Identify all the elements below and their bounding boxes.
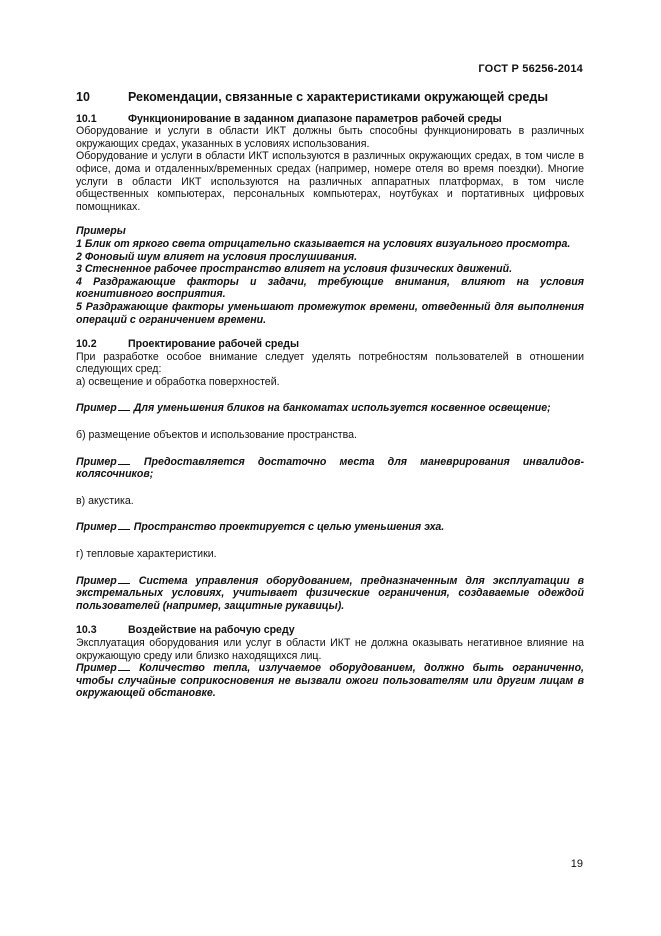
paragraph: Оборудование и услуги в области ИКТ используются в различных окружающих средах, в том числе в офисе, дома и отдаленных/временных средах (например, номере отеля во время поездки). Многие услуги в области ИКТ используются на различных аппаратных платформах, в том числе общественных компьютерах, персональных компьютерах, ноутбуках и портативных цифровых помощниках. (76, 150, 584, 213)
list-item: б) размещение объектов и использование пространства. (76, 429, 357, 442)
list-item: а) освещение и обработка поверхностей. (76, 375, 280, 388)
dash-icon (118, 521, 130, 530)
dash-icon (118, 662, 130, 671)
section-title: Рекомендации, связанные с характеристиками окружающей среды (128, 90, 548, 104)
section-number: 10 (76, 90, 90, 104)
subsection-heading-10-1 (76, 113, 584, 126)
subsection-number: 10.3 (76, 624, 97, 637)
example-note (76, 402, 584, 415)
example-text: Предоставляется достаточно места для маневрирования инвалидов-колясочников; (76, 455, 584, 481)
list-item: г) тепловые характеристики. (76, 548, 217, 561)
subsection-number: 10.1 (76, 112, 97, 125)
subsection-title: Воздействие на рабочую среду (128, 624, 295, 637)
subsection-number: 10.2 (76, 338, 97, 351)
example-note (76, 456, 584, 481)
example-label: Пример (76, 455, 117, 468)
dash-icon (118, 456, 130, 465)
subsection-heading-10-2 (76, 338, 584, 351)
list-item: в) акустика. (76, 494, 134, 507)
standard-number: ГОСТ Р 56256-2014 (478, 63, 583, 75)
examples-title: Примеры (76, 225, 126, 238)
example-label: Пример (76, 574, 117, 587)
paragraph-text: Оборудование и услуги в области ИКТ должны быть способны функционировать в различных окружающих средах, указанных в условиях использования. (76, 125, 584, 150)
example-item: 2 Фоновый шум влияет на условия прослушивания. (76, 250, 358, 263)
subsection-heading-10-3 (76, 624, 584, 637)
dash-icon (118, 402, 130, 411)
example-text: Пространство проектируется с целью уменьшения эха. (133, 521, 445, 534)
page-content (76, 91, 584, 700)
subsection-title: Проектирование рабочей среды (128, 338, 300, 351)
example-label: Пример (76, 402, 117, 415)
subsection-title: Функционирование в заданном диапазоне параметров рабочей среды (128, 112, 502, 125)
example-text: Количество тепла, излучаемое оборудованием, должно быть ограниченно, чтобы случайные соприкосновения не вызвали ожоги пользователям или другим лицам в окружающей обстановке. (76, 662, 584, 700)
example-note (76, 521, 584, 534)
example-label: Пример (76, 662, 117, 675)
paragraph: Эксплуатация оборудования или услуг в области ИКТ не должна оказывать негативное влияние на окружающую среду или близко находящихся лиц. (76, 637, 584, 662)
paragraph (76, 125, 584, 150)
example-note (76, 662, 584, 700)
section-heading (76, 91, 584, 104)
example-text: Для уменьшения бликов на банкоматах используется косвенное освещение; (133, 402, 551, 415)
example-label: Пример (76, 521, 117, 534)
example-item: 1 Блик от яркого света отрицательно сказывается на условиях визуального просмотра. (76, 237, 571, 250)
paragraph: При разработке особое внимание следует уделять потребностям пользователей в отношении следующих сред: (76, 350, 584, 376)
example-text: Система управления оборудованием, предназначенным для эксплуатации в экстремальных условиях, учитывает физические ограничения, создаваемые одеждой пользователей (например, защитные рукавицы). (76, 574, 584, 612)
dash-icon (118, 575, 130, 584)
example-item: 4 Раздражающие факторы и задачи, требующие внимания, влияют на условия когнитивного восприятия. (76, 275, 584, 301)
example-note (76, 575, 584, 613)
example-item: 3 Стесненное рабочее пространство влияет на условия физических движений. (76, 263, 513, 276)
page-number: 19 (570, 858, 583, 870)
example-item: 5 Раздражающие факторы уменьшают промежуток времени, отведенный для выполнения операций с ограничением времени. (76, 300, 584, 326)
